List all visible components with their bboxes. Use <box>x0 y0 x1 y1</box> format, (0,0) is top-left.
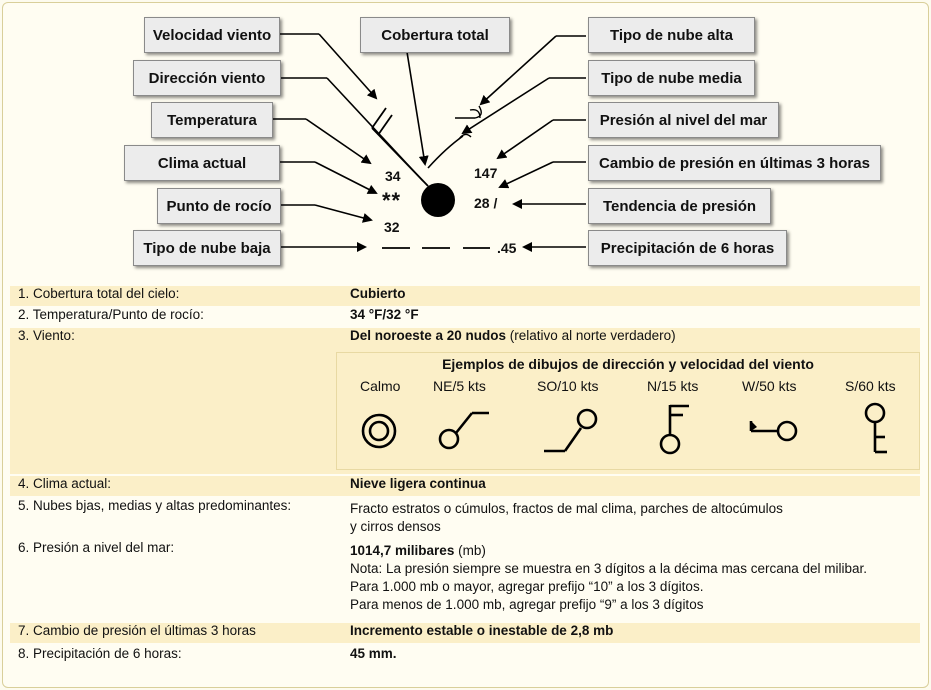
row-label: Cambio de presión el últimas 3 horas <box>33 623 256 638</box>
wind-barb-n15-icon <box>661 405 689 453</box>
unit-text: F <box>410 307 419 322</box>
wind-note: (relativo al norte verdadero) <box>506 328 676 343</box>
label-middle-cloud: Tipo de nube media <box>588 60 755 96</box>
row-value-line2: y cirros densos <box>350 519 441 534</box>
label-sea-level-pressure: Presión al nivel del mar <box>588 102 779 138</box>
row-number: 7. <box>18 623 30 638</box>
pressure-text: 1014,7 milibares <box>350 543 455 558</box>
label-temperature: Temperatura <box>151 102 273 138</box>
row-value-line1: Fracto estratos o cúmulos, fractos de mal clima, parches de altocúmulos <box>350 501 783 516</box>
row-value: Nieve ligera continua <box>350 476 486 491</box>
row-label: Viento: <box>33 328 75 343</box>
label-total-cover: Cobertura total <box>360 17 510 53</box>
middle-cloud-symbol-icon <box>428 136 463 168</box>
row-value: Cubierto <box>350 286 406 301</box>
high-cloud-symbol-icon <box>455 106 481 118</box>
row-label: Clima actual: <box>33 476 112 491</box>
label-pressure-tendency: Tendencia de presión <box>588 188 771 224</box>
label-present-weather: Clima actual <box>124 145 280 181</box>
row-label: Temperatura/Punto de rocío: <box>32 307 204 322</box>
dew-point-text: F/32 ° <box>374 307 411 322</box>
row-number: 5. <box>18 498 30 513</box>
row-number: 6. <box>18 540 30 555</box>
label-precipitation: Precipitación de 6 horas <box>588 230 787 266</box>
table-row-4 <box>10 476 920 496</box>
row-label: Precipitación de 6 horas: <box>33 646 182 661</box>
wind-example-label: W/50 kts <box>742 378 797 394</box>
row-label: Presión a nivel del mar: <box>33 540 175 555</box>
pennant-icon <box>751 421 757 431</box>
pressure-note-3: Para menos de 1.000 mb, agregar prefijo “9” a los 3 dígitos <box>350 597 704 612</box>
label-low-cloud: Tipo de nube baja <box>133 230 281 266</box>
row-label: Nubes bjas, medias y altas predominantes: <box>33 498 292 513</box>
wind-example-label: Calmo <box>360 378 401 394</box>
row-label: Cobertura total del cielo: <box>33 286 180 301</box>
wind-value: Del noroeste a 20 nudos <box>350 328 507 343</box>
row-value: 45 mm. <box>350 646 397 661</box>
pressure-change-value: 28 / <box>474 195 498 211</box>
wind-barb-so10-icon <box>544 410 596 451</box>
label-dew-point: Punto de rocío <box>157 188 281 224</box>
calm-wind-icon <box>363 415 395 447</box>
wind-example-label: SO/10 kts <box>537 378 599 394</box>
table-row-6 <box>10 540 920 616</box>
wind-example-label: NE/5 kts <box>433 378 486 394</box>
label-wind-speed: Velocidad viento <box>144 17 280 53</box>
wind-barb-w50-icon <box>751 421 796 440</box>
wind-example-label: S/60 kts <box>845 378 896 394</box>
row-number: 2. <box>18 307 30 322</box>
weather-symbol: ** <box>382 188 402 213</box>
label-high-cloud: Tipo de nube alta <box>588 17 755 53</box>
temperature-value: 34 <box>385 168 401 184</box>
wind-examples-title: Ejemplos de dibujos de dirección y velocidad del viento <box>442 356 814 372</box>
temperature-text: 34 ° <box>350 307 375 322</box>
pressure-value: 147 <box>474 165 498 181</box>
station-circle-icon <box>421 183 455 217</box>
table-row-5 <box>10 498 920 538</box>
row-number: 8. <box>18 646 30 661</box>
wind-barb-s60-icon <box>866 404 887 452</box>
dew-point-value: 32 <box>384 219 400 235</box>
pressure-unit: (mb) <box>454 543 486 558</box>
row-number: 3. <box>18 328 30 343</box>
table-row-1 <box>10 286 920 306</box>
label-wind-direction: Dirección viento <box>133 60 281 96</box>
pressure-note-1: Nota: La presión siempre se muestra en 3 dígitos a la décima mas cercana del milibar. <box>350 561 868 576</box>
row-number: 1. <box>18 286 30 301</box>
table-row-7 <box>10 623 920 643</box>
label-pressure-change: Cambio de presión en últimas 3 horas <box>588 145 881 181</box>
precipitation-value: .45 <box>497 240 517 256</box>
wind-examples-panel <box>336 352 920 470</box>
table-row-2 <box>10 307 920 327</box>
wind-barb-ne5-icon <box>440 413 489 448</box>
table-row-8 <box>10 646 920 666</box>
row-number: 4. <box>18 476 30 491</box>
pressure-note-2: Para 1.000 mb o mayor, agregar prefijo “10” a los 3 dígitos. <box>350 579 704 594</box>
row-value: Incremento estable o inestable de 2,8 mb <box>350 623 614 638</box>
wind-example-label: N/15 kts <box>647 378 699 394</box>
